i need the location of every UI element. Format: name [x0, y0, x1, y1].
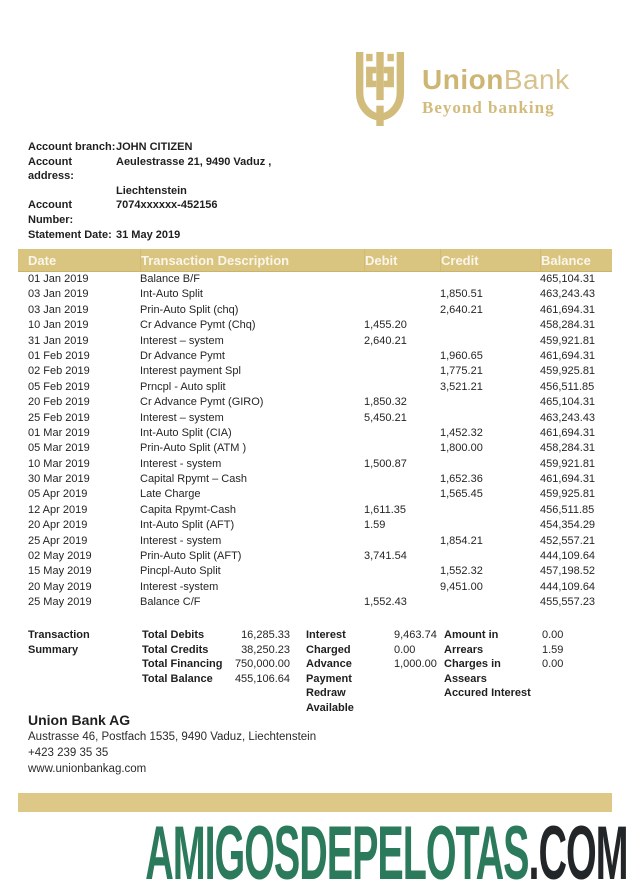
cell-balance: 456,511.85: [540, 380, 595, 393]
cell-debit: 1,552.43: [364, 596, 407, 609]
cell-date: 05 Mar 2019: [28, 442, 90, 455]
summary-label: Arrears: [444, 643, 484, 656]
cell-debit: [364, 441, 440, 456]
cell-date: 03 Jan 2019: [28, 288, 89, 301]
cell-credit: [440, 272, 540, 287]
summary-row: [444, 643, 612, 658]
cell-credit: 1,552.32: [440, 565, 483, 578]
cell-description: Dr Advance Pymt: [140, 349, 225, 362]
cell-credit: 3,521.21: [440, 380, 483, 393]
summary-label: Total Debits: [142, 629, 205, 641]
cell-balance: 459,925.81: [540, 365, 596, 378]
summary-label: Payment: [306, 672, 352, 685]
cell-balance: 463,243.43: [540, 411, 596, 424]
cell-description: Capital Rpymt – Cash: [140, 473, 247, 486]
summary-label: Interest: [306, 629, 346, 641]
account-detail-row: [28, 140, 271, 155]
cell-debit: 3,741.54: [364, 550, 407, 563]
cell-credit: [440, 411, 540, 426]
summary-row: [306, 686, 444, 701]
summary-value: 16,285.33: [241, 629, 290, 641]
cell-date: 03 Jan 2019: [28, 303, 89, 316]
cell-debit: [364, 564, 440, 579]
unionbank-crest-icon: [352, 52, 408, 126]
summary-label: Total Balance: [142, 672, 213, 685]
cell-credit: [440, 318, 540, 333]
table-row: [18, 457, 612, 472]
table-row: [18, 318, 612, 333]
cell-credit: 2,640.21: [440, 303, 483, 316]
column-header-date: Date: [28, 253, 57, 268]
summary-label: Redraw: [306, 687, 346, 700]
table-row: [18, 380, 612, 395]
table-row: [18, 364, 612, 379]
summary-label: Advance: [306, 658, 352, 671]
cell-date: 05 Apr 2019: [28, 488, 88, 501]
table-row: [18, 518, 612, 533]
cell-description: Interest - system: [140, 457, 222, 470]
cell-description: Cr Advance Pymt (Chq): [140, 319, 256, 332]
brand-bank: Bank: [503, 64, 570, 95]
cell-credit: [440, 457, 540, 472]
cell-description: Interest - system: [140, 534, 222, 547]
cell-date: 25 May 2019: [28, 596, 92, 609]
summary-row: [306, 657, 444, 672]
gold-divider-bar: [18, 793, 612, 812]
cell-debit: 1.59: [364, 519, 386, 532]
summary-row: [306, 643, 444, 658]
cell-balance: 463,243.43: [540, 288, 596, 301]
cell-debit: 1,850.32: [364, 396, 407, 409]
cell-date: 10 Mar 2019: [28, 457, 90, 470]
cell-description: Prin-Auto Split (AFT): [140, 550, 242, 563]
cell-debit: [364, 487, 440, 502]
column-header-credit: Credit: [440, 249, 540, 271]
summary-label: Available: [306, 701, 354, 714]
cell-debit: [364, 580, 440, 595]
table-row: [18, 595, 612, 610]
cell-balance: 459,925.81: [540, 488, 596, 501]
summary-value: 0.00: [542, 658, 564, 671]
cell-balance: 458,284.31: [540, 442, 596, 455]
cell-credit: [440, 503, 540, 518]
summary-value: 455,106.64: [234, 672, 290, 685]
cell-date: 02 May 2019: [28, 550, 92, 563]
cell-debit: 1,611.35: [364, 503, 407, 516]
summary-row: [142, 628, 306, 643]
brand-tagline: Beyond banking: [422, 98, 555, 117]
cell-description: Int-Auto Split (CIA): [140, 426, 232, 439]
cell-date: 31 Jan 2019: [28, 334, 89, 347]
column-header-description: Transaction Description: [140, 249, 364, 271]
cell-credit: 9,451.00: [440, 580, 483, 593]
table-row: [18, 564, 612, 579]
summary-title: [28, 628, 142, 716]
cell-credit: [440, 518, 540, 533]
summary-row: [444, 686, 612, 701]
summary-value: 1.59: [542, 643, 564, 656]
cell-description: Int-Auto Split: [140, 288, 203, 301]
cell-debit: [364, 349, 440, 364]
column-header-balance: Balance: [540, 249, 612, 271]
watermark-site-name: AMIGOSDEPELOTAS: [145, 811, 529, 894]
summary-interest-column: [306, 628, 444, 716]
summary-label: Charges in: [444, 658, 501, 671]
cell-description: Balance C/F: [140, 596, 201, 609]
brand-union: Union: [422, 64, 504, 95]
logo-text: [422, 66, 570, 118]
cell-date: 01 Jan 2019: [28, 273, 89, 285]
summary-arrears-column: [444, 628, 612, 716]
cell-debit: [364, 364, 440, 379]
summary-row: [306, 628, 444, 643]
table-body: [18, 272, 612, 611]
watermark-domain-suffix: .COM: [528, 811, 628, 894]
summary-totals-column: [142, 628, 306, 716]
account-detail-row: [28, 198, 271, 227]
table-row: [18, 549, 612, 564]
watermark: [145, 811, 628, 894]
account-detail-label: Account branch:: [28, 141, 116, 153]
brand-name: [422, 66, 570, 94]
cell-date: 20 Apr 2019: [28, 519, 88, 532]
summary-title-line2: Summary: [28, 643, 79, 656]
cell-date: 25 Apr 2019: [28, 534, 88, 547]
account-detail-value: 31 May 2019: [116, 228, 181, 241]
summary-value: 750,000.00: [234, 658, 290, 671]
table-row: [18, 303, 612, 318]
cell-balance: 459,921.81: [540, 457, 596, 470]
summary-row: [142, 657, 306, 672]
summary-row: [306, 672, 444, 687]
table-row: [18, 487, 612, 502]
cell-balance: 461,694.31: [540, 303, 596, 316]
cell-description: Interest -system: [140, 580, 219, 593]
cell-credit: 1,452.32: [440, 426, 483, 439]
cell-credit: 1,850.51: [440, 288, 483, 301]
cell-balance: 465,104.31: [540, 396, 596, 409]
cell-debit: [364, 426, 440, 441]
account-detail-label: Statement Date:: [28, 228, 112, 241]
account-detail-label: [28, 184, 116, 199]
summary-value: 0.00: [542, 629, 564, 641]
cell-description: Late Charge: [140, 488, 201, 501]
cell-description: Cr Advance Pymt (GIRO): [140, 396, 264, 409]
cell-balance: 461,694.31: [540, 426, 596, 439]
cell-balance: 454,354.29: [540, 519, 596, 532]
summary-label: Total Credits: [142, 643, 209, 656]
cell-debit: [364, 303, 440, 318]
account-detail-row: [28, 155, 271, 184]
cell-balance: 444,109.64: [540, 580, 596, 593]
table-row: [18, 441, 612, 456]
cell-date: 30 Mar 2019: [28, 473, 90, 486]
bank-address: Austrasse 46, Postfach 1535, 9490 Vaduz, Liechtenstein: [28, 731, 317, 743]
cell-credit: 1,652.36: [440, 473, 483, 486]
summary-label: Charged: [306, 643, 351, 656]
cell-balance: 461,694.31: [540, 473, 596, 486]
table-row: [18, 472, 612, 487]
cell-debit: [364, 380, 440, 395]
summary-value: 38,250.23: [241, 643, 290, 656]
table-row: [18, 349, 612, 364]
cell-debit: 5,450.21: [364, 411, 407, 424]
summary-label: Assears: [444, 672, 487, 685]
summary-row: [142, 672, 306, 687]
table-row: [18, 411, 612, 426]
cell-balance: 456,511.85: [540, 503, 595, 516]
summary-title-line1: Transaction: [28, 629, 90, 641]
account-detail-row: [28, 184, 271, 199]
account-detail-row: [28, 228, 271, 243]
cell-credit: 1,565.45: [440, 488, 483, 501]
cell-credit: 1,960.65: [440, 349, 483, 362]
cell-debit: [364, 287, 440, 302]
cell-description: Int-Auto Split (AFT): [140, 519, 235, 532]
cell-date: 20 Feb 2019: [28, 396, 90, 409]
cell-description: Prncpl - Auto split: [140, 380, 226, 393]
cell-balance: 458,284.31: [540, 319, 596, 332]
summary-row: [306, 701, 444, 716]
summary-row: [444, 672, 612, 687]
cell-balance: 459,921.81: [540, 334, 596, 347]
cell-date: 01 Mar 2019: [28, 426, 90, 439]
summary-value: 1,000.00: [394, 658, 437, 671]
cell-description: Interest – system: [140, 411, 224, 424]
account-detail-value: Aeulestrasse 21, 9490 Vaduz ,: [116, 155, 272, 168]
summary-label: Accured Interest: [444, 687, 531, 700]
cell-date: 25 Feb 2019: [28, 411, 90, 424]
table-row: [18, 534, 612, 549]
cell-debit: 2,640.21: [364, 334, 407, 347]
cell-credit: 1,775.21: [440, 365, 483, 378]
account-detail-value: JOHN CITIZEN: [116, 141, 193, 153]
cell-description: Capita Rpymt-Cash: [140, 503, 236, 516]
cell-credit: [440, 595, 540, 610]
cell-debit: [364, 534, 440, 549]
transaction-table: [18, 249, 612, 611]
table-row: [18, 334, 612, 349]
cell-balance: 452,557.21: [540, 534, 596, 547]
table-row: [18, 395, 612, 410]
transaction-summary: [28, 628, 612, 716]
cell-balance: 461,694.31: [540, 349, 596, 362]
cell-credit: [440, 549, 540, 564]
account-detail-value: 7074xxxxxx-452156: [116, 199, 218, 212]
account-detail-value: Liechtenstein: [116, 184, 187, 197]
cell-debit: 1,455.20: [364, 319, 407, 332]
cell-description: Interest payment Spl: [140, 365, 241, 378]
cell-credit: [440, 334, 540, 349]
cell-credit: 1,800.00: [440, 442, 483, 455]
cell-credit: 1,854.21: [440, 534, 483, 547]
bank-footer: [28, 711, 316, 777]
cell-balance: 444,109.64: [540, 550, 596, 563]
summary-row: [444, 628, 612, 643]
summary-value: 0.00: [394, 643, 416, 656]
cell-date: 01 Feb 2019: [28, 349, 90, 362]
cell-credit: [440, 395, 540, 410]
table-row: [18, 272, 612, 287]
table-header-row: [18, 249, 612, 272]
summary-row: [444, 657, 612, 672]
cell-debit: [364, 272, 440, 287]
cell-description: Prin-Auto Split (chq): [140, 303, 239, 316]
account-detail-label: Account address:: [28, 155, 74, 183]
cell-date: 12 Apr 2019: [28, 503, 88, 516]
cell-debit: 1,500.87: [364, 457, 407, 470]
table-row: [18, 426, 612, 441]
cell-date: 15 May 2019: [28, 565, 92, 578]
account-detail-label: Account Number:: [28, 199, 74, 226]
table-row: [18, 503, 612, 518]
cell-date: 05 Feb 2019: [28, 380, 90, 393]
cell-description: Pincpl-Auto Split: [140, 565, 221, 578]
bank-website[interactable]: www.unionbankag.com: [28, 763, 147, 775]
cell-balance: 455,557.23: [540, 596, 596, 609]
table-row: [18, 580, 612, 595]
cell-debit: [364, 472, 440, 487]
table-row: [18, 287, 612, 302]
cell-date: 20 May 2019: [28, 580, 92, 593]
unionbank-logo: [352, 52, 570, 126]
cell-description: Balance B/F: [140, 273, 200, 285]
cell-description: Interest – system: [140, 334, 224, 347]
cell-description: Prin-Auto Split (ATM ): [140, 442, 247, 455]
cell-balance: 457,198.52: [540, 565, 596, 578]
cell-balance: 465,104.31: [540, 273, 596, 285]
cell-date: 10 Jan 2019: [28, 319, 89, 332]
cell-date: 02 Feb 2019: [28, 365, 90, 378]
summary-label: Total Financing: [142, 658, 223, 671]
account-details: [28, 140, 271, 242]
summary-row: [142, 643, 306, 658]
column-header-debit: Debit: [364, 249, 440, 271]
bank-phone: +423 239 35 35: [28, 747, 109, 759]
summary-value: 9,463.74: [394, 629, 437, 641]
bank-name: Union Bank AG: [28, 712, 131, 728]
summary-label: Amount in: [444, 629, 499, 641]
